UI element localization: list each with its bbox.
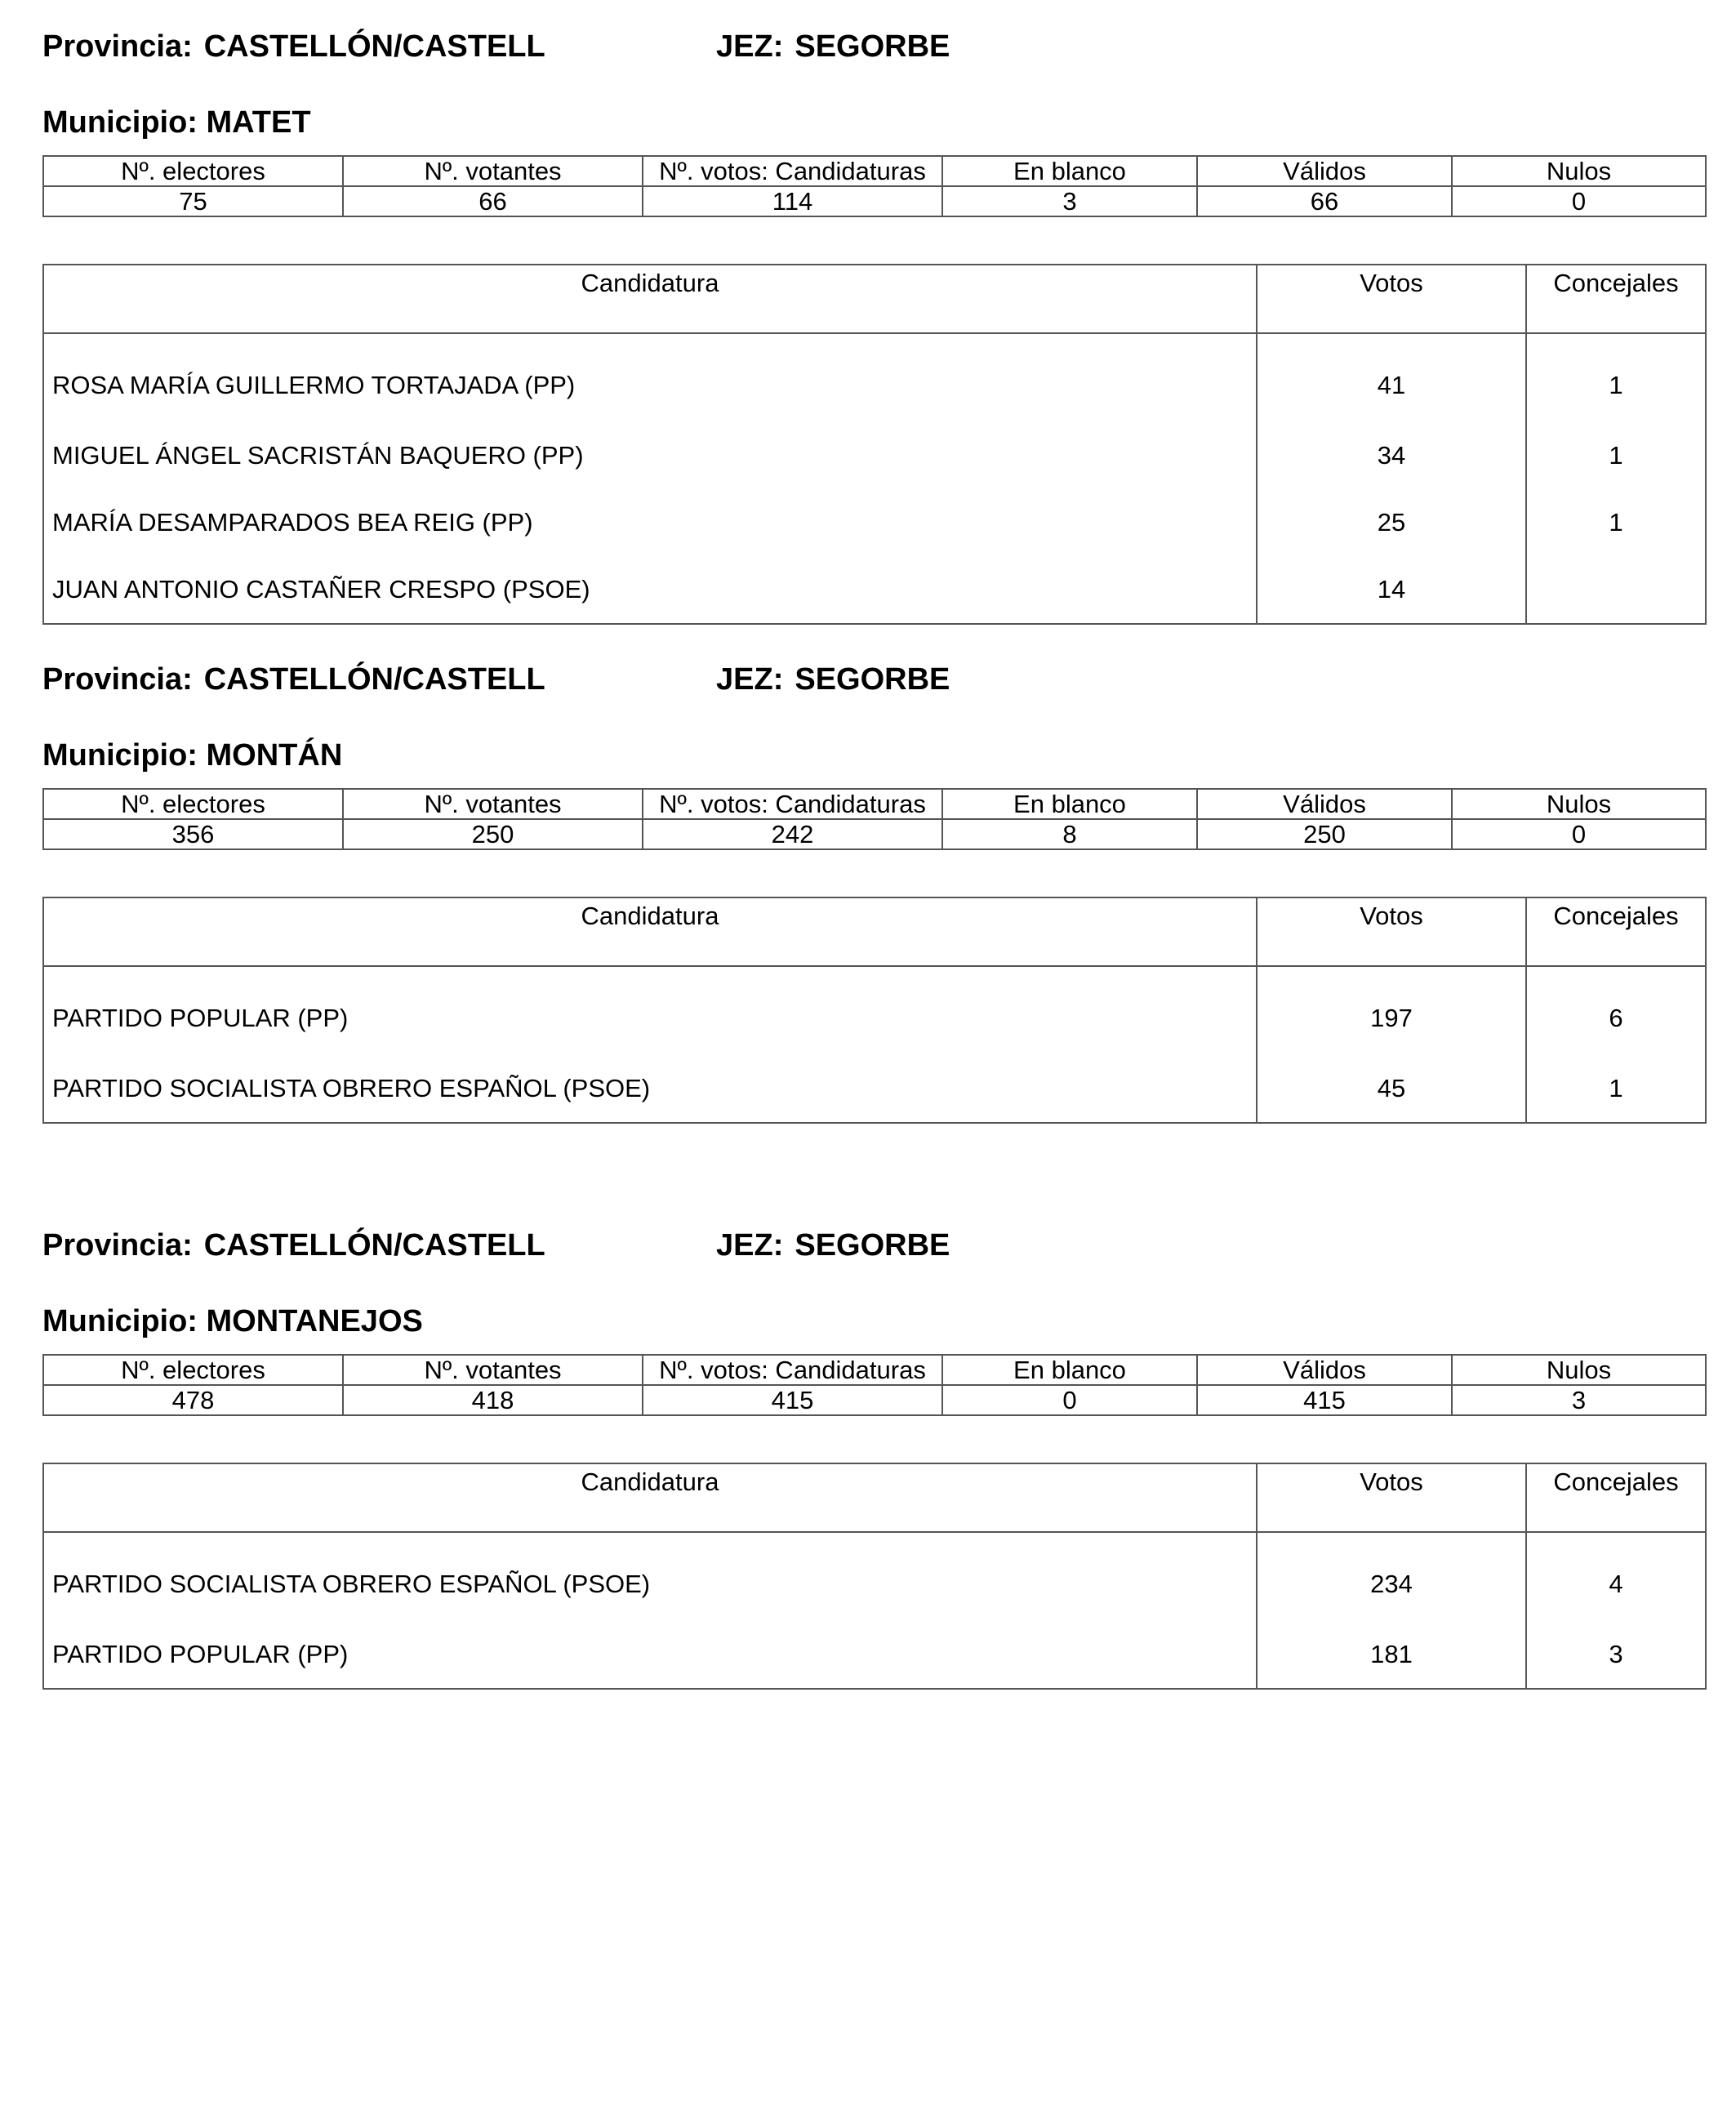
- stats-header: Nº. electores: [43, 1355, 343, 1385]
- votos-header: Votos: [1257, 265, 1526, 333]
- stats-value: 3: [942, 186, 1197, 216]
- jez-value: SEGORBE: [795, 662, 950, 697]
- table-row: [43, 1055, 1706, 1123]
- candidate-votos: 45: [1257, 1055, 1526, 1123]
- candidatura-header: Candidatura: [43, 1463, 1257, 1532]
- table-row: [43, 1532, 1706, 1621]
- municipio-label: Municipio:: [42, 1304, 198, 1338]
- stats-table: [42, 788, 1707, 850]
- stats-header: Nº. votantes: [343, 156, 643, 186]
- candidate-concejales: 1: [1526, 333, 1706, 422]
- stats-header: Nº. votos: Candidaturas: [643, 1355, 942, 1385]
- candidates-header-row: [43, 265, 1706, 333]
- candidate-name: PARTIDO SOCIALISTA OBRERO ESPAÑOL (PSOE): [43, 1532, 1257, 1621]
- stats-value: 250: [1197, 819, 1452, 849]
- municipio-value: MONTÁN: [206, 738, 343, 773]
- stats-value-row: [43, 1385, 1706, 1415]
- candidatura-header: Candidatura: [43, 897, 1257, 966]
- stats-header-row: [43, 1355, 1706, 1385]
- stats-value: 66: [343, 186, 643, 216]
- stats-value: 0: [1452, 819, 1706, 849]
- stats-header: Nº. votos: Candidaturas: [643, 156, 942, 186]
- candidates-table: [42, 1463, 1707, 1690]
- municipio-line: [42, 105, 311, 140]
- candidates-table: [42, 897, 1707, 1124]
- stats-header: En blanco: [942, 156, 1197, 186]
- table-row: [43, 422, 1706, 489]
- jez-label: JEZ:: [716, 662, 784, 697]
- stats-value: 8: [942, 819, 1197, 849]
- candidatura-header: Candidatura: [43, 265, 1257, 333]
- stats-header: Nulos: [1452, 1355, 1706, 1385]
- stats-header-row: [43, 789, 1706, 819]
- candidate-concejales: 1: [1526, 489, 1706, 556]
- stats-header: Nº. votantes: [343, 1355, 643, 1385]
- stats-value: 114: [643, 186, 942, 216]
- provincia-line: [42, 661, 563, 697]
- table-row: [43, 333, 1706, 422]
- stats-table: [42, 1354, 1707, 1416]
- votos-header: Votos: [1257, 897, 1526, 966]
- stats-value: 415: [1197, 1385, 1452, 1415]
- candidate-name: MARÍA DESAMPARADOS BEA REIG (PP): [43, 489, 1257, 556]
- candidate-votos: 197: [1257, 966, 1526, 1055]
- table-row: [43, 556, 1706, 624]
- provincia-value: CASTELLÓN/CASTELL: [203, 29, 545, 64]
- stats-header: Nº. votantes: [343, 789, 643, 819]
- candidate-name: ROSA MARÍA GUILLERMO TORTAJADA (PP): [43, 333, 1257, 422]
- concejales-header: Concejales: [1526, 897, 1706, 966]
- candidate-concejales: 1: [1526, 1055, 1706, 1123]
- jez-line: [716, 29, 950, 65]
- candidate-votos: 25: [1257, 489, 1526, 556]
- candidate-votos: 34: [1257, 422, 1526, 489]
- jez-value: SEGORBE: [795, 29, 950, 64]
- provincia-line: [42, 1227, 563, 1263]
- candidate-votos: 181: [1257, 1621, 1526, 1689]
- stats-value-row: [43, 186, 1706, 216]
- candidate-concejales: 3: [1526, 1621, 1706, 1689]
- stats-header-row: [43, 156, 1706, 186]
- stats-table: [42, 155, 1707, 217]
- stats-header: Válidos: [1197, 1355, 1452, 1385]
- votos-header: Votos: [1257, 1463, 1526, 1532]
- stats-header: En blanco: [942, 789, 1197, 819]
- provincia-label: Provincia:: [42, 662, 193, 697]
- stats-header: Nulos: [1452, 156, 1706, 186]
- table-row: [43, 966, 1706, 1055]
- stats-value: 415: [643, 1385, 942, 1415]
- table-row: [43, 489, 1706, 556]
- provincia-value: CASTELLÓN/CASTELL: [203, 662, 545, 697]
- municipio-line: [42, 737, 342, 773]
- candidate-votos: 14: [1257, 556, 1526, 624]
- stats-value-row: [43, 819, 1706, 849]
- municipio-label: Municipio:: [42, 738, 198, 773]
- jez-value: SEGORBE: [795, 1228, 950, 1263]
- stats-value: 66: [1197, 186, 1452, 216]
- municipio-value: MATET: [206, 105, 311, 140]
- stats-header: Válidos: [1197, 156, 1452, 186]
- candidate-name: JUAN ANTONIO CASTAÑER CRESPO (PSOE): [43, 556, 1257, 624]
- municipio-label: Municipio:: [42, 105, 198, 140]
- stats-value: 250: [343, 819, 643, 849]
- stats-header: Válidos: [1197, 789, 1452, 819]
- stats-header: Nº. votos: Candidaturas: [643, 789, 942, 819]
- candidate-name: PARTIDO SOCIALISTA OBRERO ESPAÑOL (PSOE): [43, 1055, 1257, 1123]
- stats-value: 478: [43, 1385, 343, 1415]
- candidates-table: [42, 264, 1707, 625]
- stats-value: 0: [1452, 186, 1706, 216]
- stats-header: En blanco: [942, 1355, 1197, 1385]
- candidates-header-row: [43, 897, 1706, 966]
- candidate-concejales: 6: [1526, 966, 1706, 1055]
- candidate-name: PARTIDO POPULAR (PP): [43, 1621, 1257, 1689]
- stats-value: 356: [43, 819, 343, 849]
- stats-value: 75: [43, 186, 343, 216]
- provincia-label: Provincia:: [42, 29, 193, 64]
- stats-value: 0: [942, 1385, 1197, 1415]
- jez-label: JEZ:: [716, 1228, 784, 1263]
- jez-label: JEZ:: [716, 29, 784, 64]
- candidate-votos: 234: [1257, 1532, 1526, 1621]
- candidate-concejales: 1: [1526, 422, 1706, 489]
- stats-header: Nº. electores: [43, 156, 343, 186]
- candidates-header-row: [43, 1463, 1706, 1532]
- stats-value: 418: [343, 1385, 643, 1415]
- jez-line: [716, 661, 950, 697]
- candidate-votos: 41: [1257, 333, 1526, 422]
- table-row: [43, 1621, 1706, 1689]
- candidate-name: PARTIDO POPULAR (PP): [43, 966, 1257, 1055]
- stats-value: 3: [1452, 1385, 1706, 1415]
- provincia-value: CASTELLÓN/CASTELL: [203, 1228, 545, 1263]
- municipio-line: [42, 1303, 423, 1339]
- candidate-concejales: [1526, 556, 1706, 624]
- stats-value: 242: [643, 819, 942, 849]
- stats-header: Nulos: [1452, 789, 1706, 819]
- concejales-header: Concejales: [1526, 265, 1706, 333]
- jez-line: [716, 1227, 950, 1263]
- candidate-concejales: 4: [1526, 1532, 1706, 1621]
- candidate-name: MIGUEL ÁNGEL SACRISTÁN BAQUERO (PP): [43, 422, 1257, 489]
- provincia-line: [42, 29, 563, 65]
- provincia-label: Provincia:: [42, 1228, 193, 1263]
- stats-header: Nº. electores: [43, 789, 343, 819]
- municipio-value: MONTANEJOS: [206, 1304, 423, 1338]
- concejales-header: Concejales: [1526, 1463, 1706, 1532]
